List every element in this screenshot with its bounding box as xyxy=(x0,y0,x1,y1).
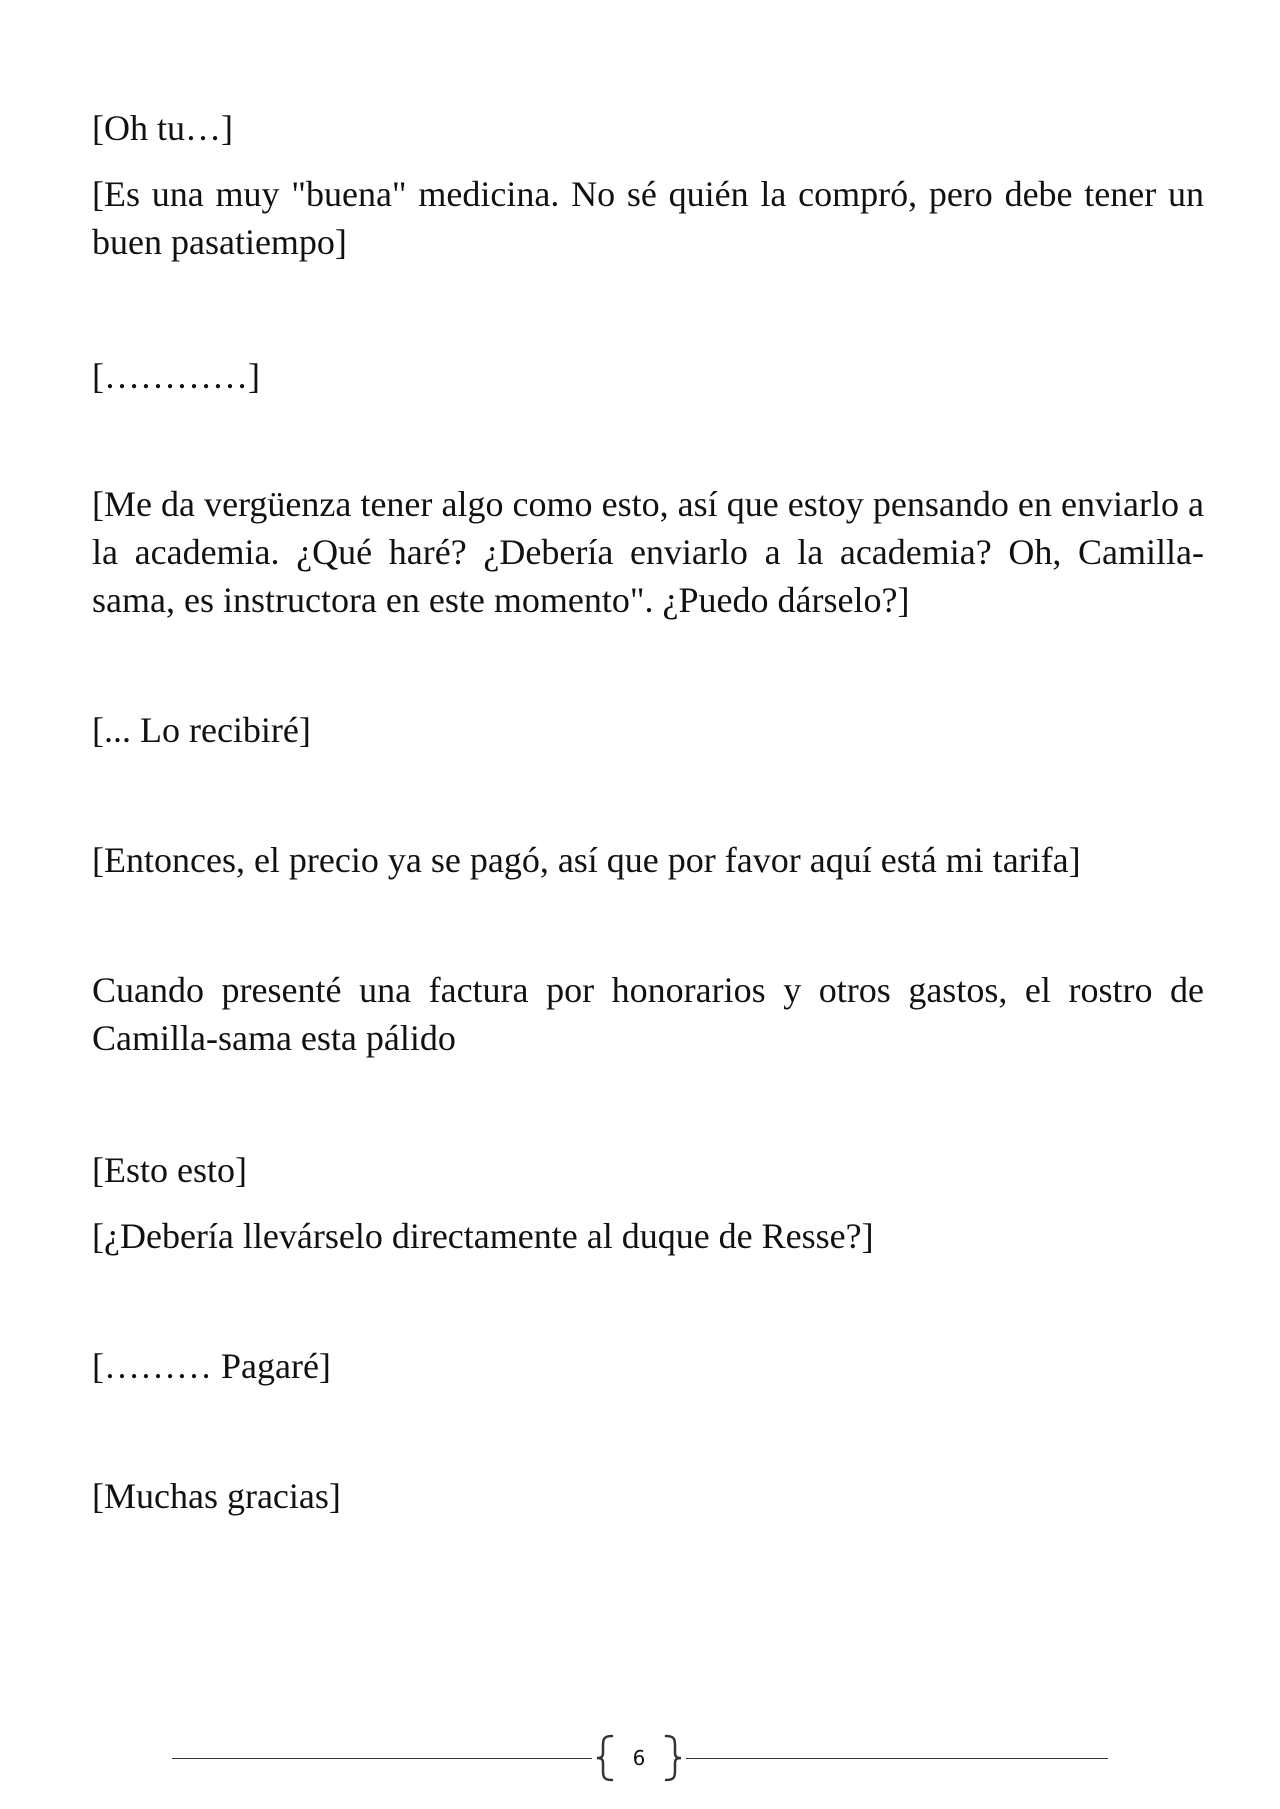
paragraph-7: Cuando presenté una factura por honorarios y otros gastos, el rostro de Camilla-sama esta pálido xyxy=(92,970,1204,1058)
paragraph-11: [Muchas gracias] xyxy=(92,1476,341,1516)
paragraph-1: [Oh tu…] xyxy=(92,108,233,148)
page-number: 6 xyxy=(632,1746,646,1770)
paragraph-2: [Es una muy "buena" medicina. No sé quién la compró, pero debe tener un buen pasatiempo] xyxy=(92,174,1204,262)
paragraph-8: [Esto esto] xyxy=(92,1150,247,1190)
footer-rule-right xyxy=(686,1758,1108,1759)
right-brace-icon xyxy=(660,1732,686,1784)
paragraph-4: [Me da vergüenza tener algo como esto, así que estoy pensando en enviarlo a la academia. ¿Qué haré? ¿Debería enviarlo a la academia? Oh, Camilla-sama, es instructora en este momento". ¿Puedo dárselo?] xyxy=(92,484,1204,620)
page-footer xyxy=(172,1732,1108,1784)
paragraph-9: [¿Debería llevárselo directamente al duque de Resse?] xyxy=(92,1216,874,1256)
left-brace-icon xyxy=(592,1732,618,1784)
paragraph-3: […………] xyxy=(92,356,260,396)
paragraph-6: [Entonces, el precio ya se pagó, así que por favor aquí está mi tarifa] xyxy=(92,840,1081,880)
paragraph-10: [……… Pagaré] xyxy=(92,1346,331,1386)
footer-rule-left xyxy=(172,1758,592,1759)
paragraph-5: [... Lo recibiré] xyxy=(92,710,311,750)
